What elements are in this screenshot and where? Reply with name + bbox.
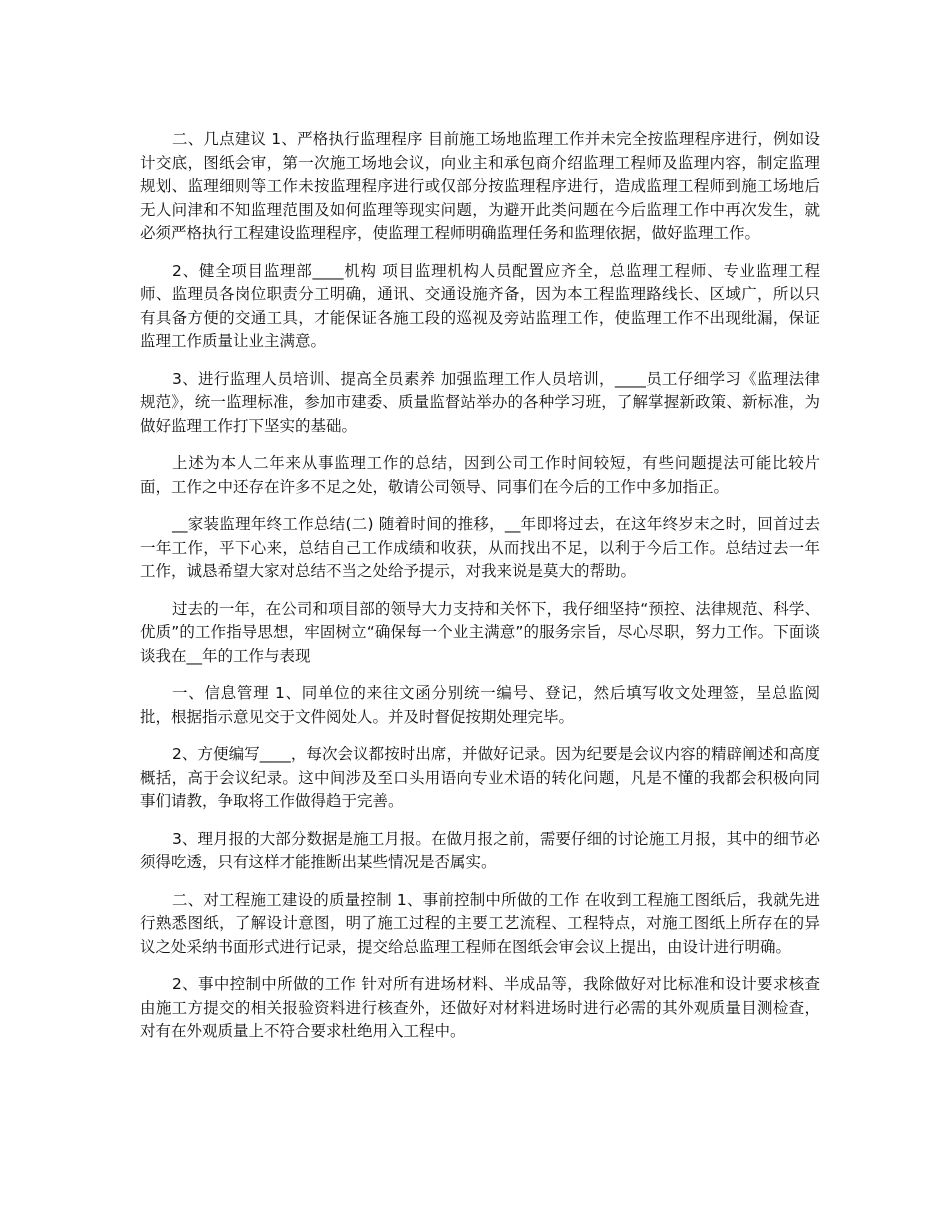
paragraph-suggestions-1: 二、几点建议 1、严格执行监理程序 目前施工场地监理工作并未完全按监理程序进行，例如设计交底，图纸会审，第一次施工场地会议，向业主和承包商介绍监理工程师及监理内容，制定监理规划、监理细则等工作未按监理程序进行或仅部分按监理程序进行，造成监理工程师到施工场地后无人问津和不知监理范围及如何监理等现实问题，为避开此类问题在今后监理工作中再次发生，就必须严格执行工程建设监理程序，使监理工程师明确监理任务和监理依据，做好监理工作。 [140, 130, 820, 242]
paragraph-info-management-2: 2、方便编写____，每次会议都按时出席，并做好记录。因为纪要是会议内容的精辟阐述和高度概括，高于会议纪录。这中间涉及至口头用语向专业术语的转化问题，凡是不懂的我都会积极向同事们请教，争取将工作做得趋于完善。 [140, 745, 820, 810]
paragraph-suggestions-3: 3、进行监理人员培训、提高全员素养 加强监理工作人员培训，____员工仔细学习《监理法律规范》，统一监理标准，参加市建委、质量监督站举办的各种学习班，了解掌握新政策、新标准，为做好监理工作打下坚实的基础。 [140, 369, 820, 435]
paragraph-info-management-3: 3、理月报的大部分数据是施工月报。在做月报之前，需要仔细的讨论施工月报，其中的细节必须得吃透，只有这样才能推断出某些情况是否属实。 [140, 829, 820, 871]
paragraph-summary-two-intro: __家装监理年终工作总结(二) 随着时间的推移，__年即将过去，在这年终岁末之时，回首过去一年工作，平下心来，总结自己工作成绩和收获，从而找出不足，以利于今后工作。总结过去一年工作，诚恳希望大家对总结不当之处给予提示，对我来说是莫大的帮助。 [140, 515, 820, 580]
paragraph-suggestions-2: 2、健全项目监理部____机构 项目监理机构人员配置应齐全，总监理工程师、专业监理工程师、监理员各岗位职责分工明确，通讯、交通设施齐备，因为本工程监理路线长、区域广，所以只有具备方便的交通工具，才能保证各施工段的巡视及旁站监理工作，使监理工作不出现纰漏，保证监理工作质量让业主满意。 [140, 261, 820, 350]
paragraph-past-year: 过去的一年，在公司和项目部的领导大力支持和关怀下，我仔细坚持“预控、法律规范、科学、优质”的工作指导思想，牢固树立“确保每一个业主满意”的服务宗旨，尽心尽职，努力工作。下面谈谈我在__年的工作与表现 [140, 599, 820, 665]
paragraph-quality-control-2: 2、事中控制中所做的工作 针对所有进场材料、半成品等，我除做好对比标准和设计要求核查由施工方提交的相关报验资料进行核查外，还做好对材料进场时进行必需的其外观质量目测检查，对有在外观质量上不符合要求杜绝用入工程中。 [140, 975, 820, 1040]
paragraph-info-management-1: 一、信息管理 1、同单位的来往文函分别统一编号、登记，然后填写收文处理签，呈总监阅批，根据指示意见交于文件阅处人。并及时督促按期处理完毕。 [140, 684, 820, 726]
paragraph-summary-closing: 上述为本人二年来从事监理工作的总结，因到公司工作时间较短，有些问题提法可能比较片面，工作之中还存在许多不足之处，敬请公司领导、同事们在今后的工作中多加指正。 [140, 454, 820, 496]
paragraph-quality-control-1: 二、对工程施工建设的质量控制 1、事前控制中所做的工作 在收到工程施工图纸后，我就先进行熟悉图纸，了解设计意图，明了施工过程的主要工艺流程、工程特点，对施工图纸上所存在的异议之处采纳书面形式进行记录，提交给总监理工程师在图纸会审会议上提出，由设计进行明确。 [140, 890, 820, 956]
document-page [140, 128, 820, 1058]
